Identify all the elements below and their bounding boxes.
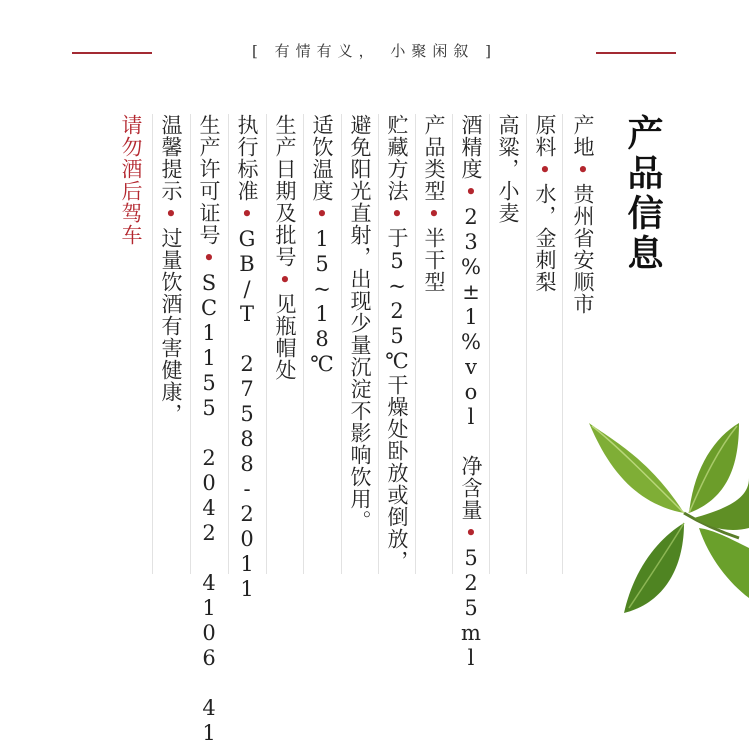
- serve-temp-label: 适饮温度: [310, 114, 334, 202]
- column-divider: [562, 114, 563, 574]
- column-divider: [303, 114, 304, 574]
- standard-label: 执行标准: [235, 114, 259, 202]
- production-date-column: [274, 114, 295, 574]
- origin-value: 贵州省安顺市: [571, 183, 595, 315]
- ingredients-label: 原料: [533, 114, 557, 158]
- abv-value: 23%±1%vol 净含量: [459, 205, 483, 521]
- tagline: [ 有情有义， 小聚闲叙 ]: [251, 42, 497, 60]
- type-value: 半干型: [422, 227, 446, 293]
- red-dot-icon: •: [235, 202, 259, 227]
- red-dot-icon: •: [310, 202, 334, 227]
- standard-value: GB/T 27588-2011: [235, 227, 259, 602]
- ingredients-cont-column: [497, 114, 518, 574]
- production-date-value: 见瓶帽处: [273, 293, 297, 381]
- red-dot-icon: •: [422, 202, 446, 227]
- red-dot-icon: •: [459, 521, 483, 546]
- storage-cont: 避免阳光直射，出现少量沉淀不影响饮用。: [348, 114, 372, 532]
- serve-temp-value: 15~18℃: [310, 227, 334, 377]
- red-dot-icon: •: [459, 180, 483, 205]
- column-divider: [415, 114, 416, 574]
- serve-temp-column: [311, 114, 332, 574]
- storage-cont-column: [349, 114, 370, 574]
- column-divider: [341, 114, 342, 574]
- warning-column: [160, 114, 181, 574]
- column-divider: [378, 114, 379, 574]
- ingredients-cont: 高粱，小麦: [496, 114, 520, 224]
- type-column: [423, 114, 444, 574]
- red-dot-icon: •: [385, 202, 409, 227]
- column-divider: [489, 114, 490, 574]
- column-divider: [526, 114, 527, 574]
- storage-label: 贮藏方法: [385, 114, 409, 202]
- storage-value: 于5~25℃干燥处卧放或倒放，: [385, 227, 409, 572]
- column-divider: [266, 114, 267, 574]
- red-dot-icon: •: [159, 202, 183, 227]
- license-column: [197, 114, 221, 746]
- column-divider: [152, 114, 153, 574]
- abv-label: 酒精度: [459, 114, 483, 180]
- license-label: 生产许可证号: [197, 114, 221, 246]
- leaf-icon: [589, 418, 749, 623]
- warning-label: 温馨提示: [159, 114, 183, 202]
- warning-value: 过量饮酒有害健康，: [159, 227, 183, 425]
- red-dot-icon: •: [273, 268, 297, 293]
- storage-column: [386, 114, 407, 574]
- header-right-line: [596, 52, 676, 54]
- column-divider: [228, 114, 229, 574]
- red-dot-icon: •: [533, 158, 557, 183]
- product-info-title: 产品信息: [622, 114, 663, 274]
- red-dot-icon: •: [571, 158, 595, 183]
- ingredients-value: 水，金刺梨: [533, 183, 557, 293]
- warning-cont-column: [120, 114, 141, 574]
- red-dot-icon: •: [197, 246, 221, 271]
- license-value: SC1155 2042 4106 41: [197, 271, 221, 746]
- column-divider: [452, 114, 453, 574]
- warning-cont: 请勿酒后驾车: [119, 114, 143, 246]
- standard-column: [235, 114, 259, 602]
- abv-column: [459, 114, 483, 671]
- net-content-value: 525ml: [459, 546, 483, 671]
- type-label: 产品类型: [422, 114, 446, 202]
- column-divider: [190, 114, 191, 574]
- ingredients-column: [534, 114, 555, 574]
- origin-label: 产地: [571, 114, 595, 158]
- production-date-label: 生产日期及批号: [273, 114, 297, 268]
